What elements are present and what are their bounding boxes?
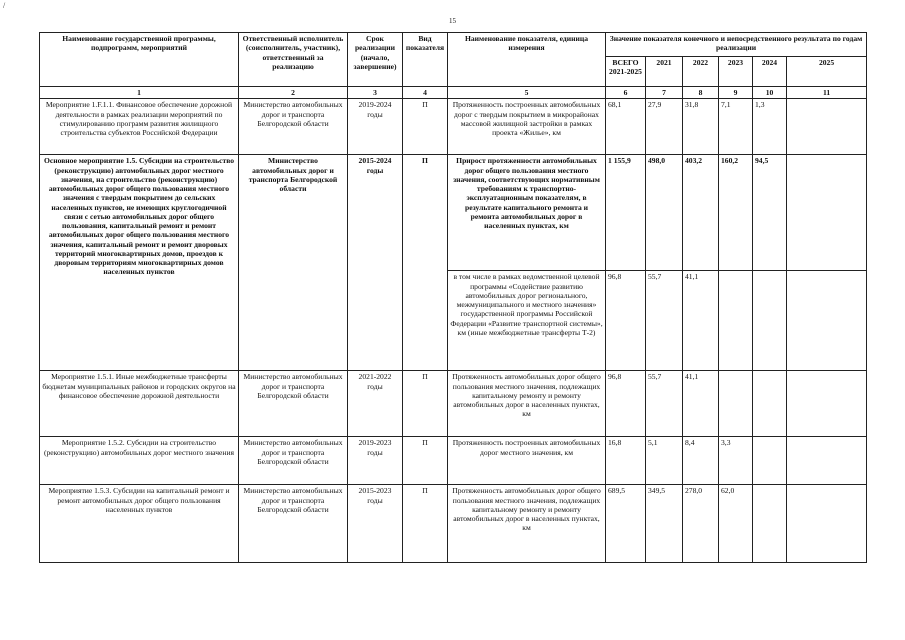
indicator-name: Протяженность построенных автомобильных дорог местного значения, км xyxy=(448,437,606,485)
value-total: 96,8 xyxy=(606,371,646,437)
value-2021: 349,5 xyxy=(646,485,683,563)
measure-name: Мероприятие 1.5.2. Субсидии на строительство (реконструкцию) автомобильных дорог местного значения xyxy=(40,437,239,485)
value-total: 689,5 xyxy=(606,485,646,563)
measure-name: Мероприятие 1.F.1.1. Финансовое обеспечение дорожной деятельности в рамках реализации мероприятий по стимулированию программ развития жилищного строительства субъектов Российской Федерации xyxy=(40,99,239,155)
header-year: 2025 xyxy=(787,57,867,87)
header-year: 2023 xyxy=(719,57,753,87)
value-2023: 62,0 xyxy=(719,485,753,563)
value-2021: 5,1 xyxy=(646,437,683,485)
column-index: 6 xyxy=(606,87,646,99)
executor: Министерство автомобильных дорог и транспорта Белгородской области xyxy=(239,371,348,437)
value-2022: 278,0 xyxy=(683,485,719,563)
indicator-type: П xyxy=(403,155,448,371)
table-row xyxy=(40,485,867,563)
header-year: 2024 xyxy=(753,57,787,87)
header-executor: Ответственный исполнитель (соисполнитель, участник), ответственный за реализацию xyxy=(239,33,348,87)
value-2025 xyxy=(787,437,867,485)
header-total: ВСЕГО 2021-2025 xyxy=(606,57,646,87)
executor: Министерство автомобильных дорог и транспорта Белгородской области xyxy=(239,99,348,155)
column-index: 5 xyxy=(448,87,606,99)
column-index: 10 xyxy=(753,87,787,99)
value-total: 1 155,9 xyxy=(606,155,646,271)
value-2024: 1,3 xyxy=(753,99,787,155)
indicator-name: Прирост протяженности автомобильных дорог общего пользования местного значения, соответствующих нормативным требованиям к транспортно-эксплуатационным показателям, в результате капитального ремонта и ремонта автомобильных дорог в населенных пунктах, км xyxy=(448,155,606,271)
value-2023: 7,1 xyxy=(719,99,753,155)
value-2022: 41,1 xyxy=(683,271,719,371)
column-index: 9 xyxy=(719,87,753,99)
header-name: Наименование государственной программы, подпрограмм, мероприятий xyxy=(40,33,239,87)
value-2023: 160,2 xyxy=(719,155,753,271)
header-year: 2022 xyxy=(683,57,719,87)
indicator-name: Протяженность автомобильных дорог общего пользования местного значения, подлежащих капитальному ремонту и ремонту автомобильных дорог в населенных пунктах, км xyxy=(448,485,606,563)
value-2024 xyxy=(753,485,787,563)
term: 2019-2023 годы xyxy=(348,437,403,485)
value-total: 96,8 xyxy=(606,271,646,371)
column-index: 1 xyxy=(40,87,239,99)
program-table xyxy=(39,32,867,563)
header-values-group: Значение показателя конечного и непосредственного результата по годам реализации xyxy=(606,33,867,57)
value-2022: 31,8 xyxy=(683,99,719,155)
term: 2015-2023 годы xyxy=(348,485,403,563)
column-index: 2 xyxy=(239,87,348,99)
value-2025 xyxy=(787,371,867,437)
value-2025 xyxy=(787,99,867,155)
measure-name: Мероприятие 1.5.1. Иные межбюджетные трансферты бюджетам муниципальных районов и городских округов на финансовое обеспечение дорожной деятельности xyxy=(40,371,239,437)
header-indicator: Наименование показателя, единица измерения xyxy=(448,33,606,87)
value-2025 xyxy=(787,485,867,563)
indicator-type: П xyxy=(403,485,448,563)
value-2022: 403,2 xyxy=(683,155,719,271)
value-2025 xyxy=(787,271,867,371)
value-2023 xyxy=(719,271,753,371)
value-total: 68,1 xyxy=(606,99,646,155)
indicator-type: П xyxy=(403,437,448,485)
page-number: 15 xyxy=(449,17,456,25)
column-index: 7 xyxy=(646,87,683,99)
measure-name: Основное мероприятие 1.5. Субсидии на строительство (реконструкцию) автомобильных дорог местного значения, на строительство (реконструкцию) автомобильных дорог общего пользования местного значения с твердым покрытием до сельских населенных пунктов, не имеющих круглогодичной связи с сетью автомобильных дорог общего пользования, капитальный ремонт и ремонт автомобильных дорог общего пользования местного значения, капитальный ремонт и ремонт дворовых территорий многоквартирных домов, проездов к дворовым территориям многоквартирных домов населенных пунктов xyxy=(40,155,239,371)
header-year: 2021 xyxy=(646,57,683,87)
header-term: Срок реализации (начало, завершение) xyxy=(348,33,403,87)
table-row xyxy=(40,371,867,437)
value-2023: 3,3 xyxy=(719,437,753,485)
indicator-type: П xyxy=(403,99,448,155)
value-2021: 55,7 xyxy=(646,271,683,371)
column-index-row xyxy=(40,87,867,99)
indicator-name: Протяженность автомобильных дорог общего пользования местного значения, подлежащих капитальному ремонту и ремонту автомобильных дорог в населенных пунктах, км xyxy=(448,371,606,437)
column-index: 8 xyxy=(683,87,719,99)
indicator-type: П xyxy=(403,371,448,437)
value-2024 xyxy=(753,371,787,437)
value-2025 xyxy=(787,155,867,271)
executor: Министерство автомобильных дорог и транспорта Белгородской области xyxy=(239,155,348,371)
value-2024: 94,5 xyxy=(753,155,787,271)
value-2023 xyxy=(719,371,753,437)
term: 2019-2024 годы xyxy=(348,99,403,155)
value-2024 xyxy=(753,271,787,371)
table-row xyxy=(40,155,867,271)
measure-name: Мероприятие 1.5.3. Субсидии на капитальный ремонт и ремонт автомобильных дорог общего пользования населенных пунктов xyxy=(40,485,239,563)
value-2022: 8,4 xyxy=(683,437,719,485)
value-2021: 498,0 xyxy=(646,155,683,271)
column-index: 4 xyxy=(403,87,448,99)
indicator-name: Протяженность построенных автомобильных дорог с твердым покрытием в микрорайонах массовой жилищной застройки в рамках проекта «Жилье», км xyxy=(448,99,606,155)
indicator-name: в том числе в рамках ведомственной целевой программы «Содействие развитию автомобильных дорог регионального, межмуниципального и местного значения» государственной программы Российской Федерации «Развитие транспортной системы», км (иные межбюджетные трансферты Т-2) xyxy=(448,271,606,371)
column-index: 3 xyxy=(348,87,403,99)
header-type: Вид показателя xyxy=(403,33,448,87)
value-2022: 41,1 xyxy=(683,371,719,437)
column-index: 11 xyxy=(787,87,867,99)
value-2021: 55,7 xyxy=(646,371,683,437)
term: 2021-2022 годы xyxy=(348,371,403,437)
table-row xyxy=(40,437,867,485)
corner-mark: / xyxy=(3,1,6,10)
value-2024 xyxy=(753,437,787,485)
value-total: 16,8 xyxy=(606,437,646,485)
header-row xyxy=(40,33,867,57)
value-2021: 27,9 xyxy=(646,99,683,155)
executor: Министерство автомобильных дорог и транспорта Белгородской области xyxy=(239,437,348,485)
table-row xyxy=(40,99,867,155)
executor: Министерство автомобильных дорог и транспорта Белгородской области xyxy=(239,485,348,563)
term: 2015-2024 годы xyxy=(348,155,403,371)
